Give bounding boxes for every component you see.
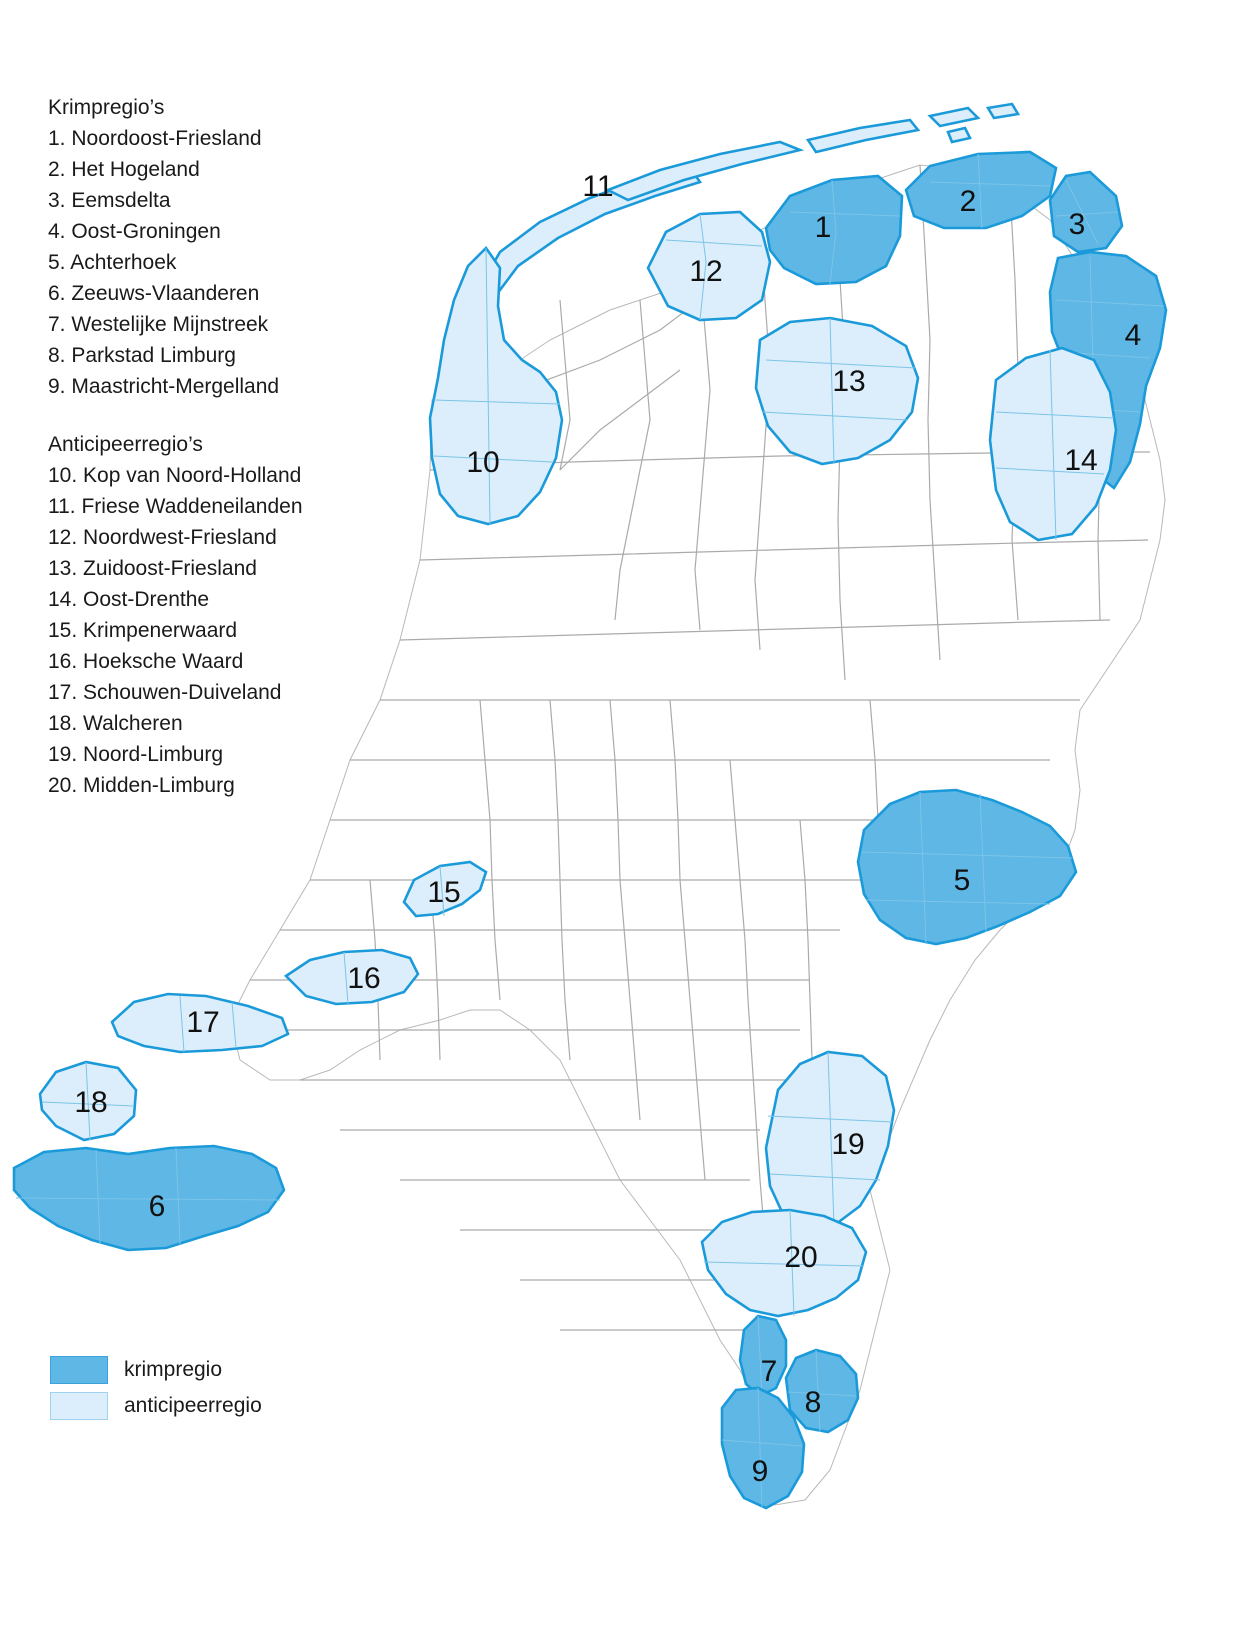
krimpregio-swatch	[50, 1356, 108, 1384]
legend-row-anticipeerregio	[50, 1388, 262, 1424]
region-label-11: 11	[582, 169, 614, 203]
region-label-6: 6	[148, 1189, 166, 1223]
anticipeerregio-item-10: 10. Kop van Noord-Holland	[48, 464, 302, 487]
anticipeerregio-item-20: 20. Midden-Limburg	[48, 774, 235, 797]
anticipeerregio-key-label: anticipeerregio	[124, 1394, 262, 1417]
region-label-18: 18	[74, 1085, 108, 1119]
krimpregio-heading: Krimpregio’s	[48, 96, 165, 119]
krimpregio-item-9: 9. Maastricht-Mergelland	[48, 375, 280, 398]
krimpregio-item-5: 5. Achterhoek	[48, 251, 177, 274]
region-label-8: 8	[804, 1385, 822, 1419]
region-label-20: 20	[784, 1240, 818, 1274]
anticipeerregio-swatch	[50, 1392, 108, 1420]
anticipeerregio-item-12: 12. Noordwest-Friesland	[48, 526, 277, 549]
region-label-19: 19	[831, 1127, 865, 1161]
krimpregio-item-1: 1. Noordoost-Friesland	[48, 127, 262, 150]
anticipeerregio-item-13: 13. Zuidoost-Friesland	[48, 557, 257, 580]
krimpregio-item-3: 3. Eemsdelta	[48, 189, 171, 212]
region-3-eemsdelta[interactable]	[1050, 172, 1122, 252]
region-label-14: 14	[1064, 443, 1098, 477]
region-label-2: 2	[959, 184, 977, 218]
list-spacer	[48, 402, 368, 429]
region-label-4: 4	[1124, 318, 1142, 352]
region-label-9: 9	[751, 1454, 769, 1488]
region-label-7: 7	[760, 1354, 778, 1388]
region-legend-lists	[48, 92, 368, 801]
anticipeerregio-heading: Anticipeerregio’s	[48, 433, 203, 456]
krimpregio-item-4: 4. Oost-Groningen	[48, 220, 221, 243]
krimpregio-item-8: 8. Parkstad Limburg	[48, 344, 236, 367]
anticipeerregio-item-14: 14. Oost-Drenthe	[48, 588, 210, 611]
krimpregio-item-6: 6. Zeeuws-Vlaanderen	[48, 282, 260, 305]
krimpregio-item-2: 2. Het Hogeland	[48, 158, 200, 181]
region-10-kop-van-noord-holland[interactable]	[430, 248, 562, 524]
region-label-1: 1	[814, 210, 832, 244]
region-label-17: 17	[186, 1005, 220, 1039]
region-label-10: 10	[466, 445, 500, 479]
region-label-12: 12	[689, 254, 723, 288]
region-1-noordoost-friesland[interactable]	[766, 176, 902, 284]
legend-row-krimpregio	[50, 1352, 262, 1388]
anticipeerregio-item-11: 11. Friese Waddeneilanden	[48, 495, 303, 518]
region-label-13: 13	[832, 364, 866, 398]
region-label-5: 5	[953, 863, 971, 897]
map-legend-key	[50, 1352, 262, 1424]
krimpregio-item-7: 7. Westelijke Mijnstreek	[48, 313, 269, 336]
anticipeerregio-item-17: 17. Schouwen-Duiveland	[48, 681, 282, 704]
anticipeerregio-item-18: 18. Walcheren	[48, 712, 183, 735]
region-label-16: 16	[347, 961, 381, 995]
anticipeerregio-item-16: 16. Hoeksche Waard	[48, 650, 244, 673]
region-label-3: 3	[1068, 207, 1086, 241]
region-label-15: 15	[427, 875, 461, 909]
anticipeerregio-item-19: 19. Noord-Limburg	[48, 743, 224, 766]
anticipeerregio-item-15: 15. Krimpenerwaard	[48, 619, 238, 642]
krimpregio-key-label: krimpregio	[124, 1358, 223, 1381]
